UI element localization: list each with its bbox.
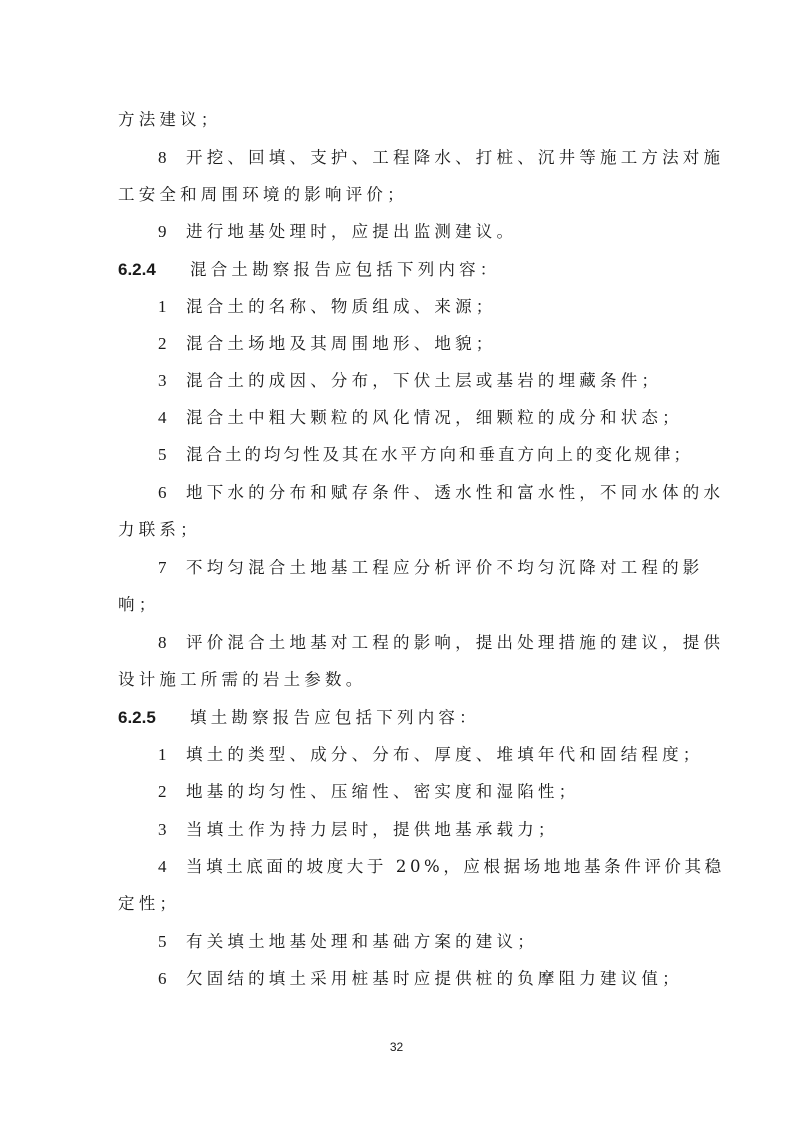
item-number: 9 [158,222,167,241]
list-item [0,295,793,319]
section-heading [0,706,793,730]
list-item [0,556,793,580]
section-number: 6.2.5 [118,708,156,727]
item-number: 6 [158,483,167,502]
item-number: 2 [158,782,167,801]
item-text: 评价混合土地基对工程的影响，提出处理措施的建议，提供 [186,633,725,652]
section-title: 混合土勘察报告应包括下列内容： [190,260,501,279]
section-title: 填土勘察报告应包括下列内容： [190,708,480,727]
item-number: 8 [158,148,167,167]
list-item [0,780,793,804]
item-number: 7 [158,558,167,577]
page-number: 32 [389,1040,404,1054]
list-item [0,369,793,393]
item-number: 5 [158,932,167,951]
item-number: 5 [158,445,167,464]
text-line: 设计施工所需的岩土参数。 [118,670,367,689]
section-number: 6.2.4 [118,260,156,279]
list-item [0,855,793,879]
item-number: 4 [158,857,167,876]
item-text: 地基的均匀性、压缩性、密实度和湿陷性； [186,782,580,801]
list-item [0,443,793,467]
item-number: 1 [158,297,167,316]
text-line: 力联系； [118,520,201,539]
list-item [0,406,793,430]
list-item [0,967,793,991]
text-line: 工安全和周围环境的影响评价； [118,185,408,204]
item-text: 欠固结的填土采用桩基时应提供桩的负摩阻力建议值； [186,969,683,988]
text-line: 响； [118,595,160,614]
item-text: 地下水的分布和赋存条件、透水性和富水性，不同水体的水 [186,483,725,502]
list-item [0,818,793,842]
text-line: 方法建议； [118,110,222,129]
list-item [0,743,793,767]
list-item [0,481,793,505]
item-text: 有关填土地基处理和基础方案的建议； [186,932,538,951]
item-number: 8 [158,633,167,652]
section-heading [0,258,793,282]
item-text: 混合土的名称、物质组成、来源； [186,297,497,316]
item-text: 混合土场地及其周围地形、地貌； [186,334,497,353]
list-item [0,332,793,356]
item-text: 混合土中粗大颗粒的风化情况，细颗粒的成分和状态； [186,408,683,427]
item-text: 当填土作为持力层时，提供地基承载力； [186,820,559,839]
item-number: 3 [158,820,167,839]
item-text: 不均匀混合土地基工程应分析评价不均匀沉降对工程的影 [186,558,704,577]
text-line: 定性； [118,894,181,913]
list-item [0,146,793,170]
item-number: 4 [158,408,167,427]
list-item [0,220,793,244]
item-text: 混合土的均匀性及其在水平方向和垂直方向上的变化规律； [186,445,693,464]
item-number: 1 [158,745,167,764]
item-text: 当填土底面的坡度大于 20%，应根据场地地基条件评价其稳 [186,857,725,876]
item-number: 3 [158,371,167,390]
item-text: 填土的类型、成分、分布、厚度、堆填年代和固结程度； [186,745,704,764]
item-number: 6 [158,969,167,988]
list-item [0,631,793,655]
item-number: 2 [158,334,167,353]
item-text: 开挖、回填、支护、工程降水、打桩、沉井等施工方法对施 [186,148,725,167]
list-item [0,930,793,954]
item-text: 进行地基处理时，应提出监测建议。 [186,222,518,241]
item-text: 混合土的成因、分布，下伏土层或基岩的埋藏条件； [186,371,663,390]
